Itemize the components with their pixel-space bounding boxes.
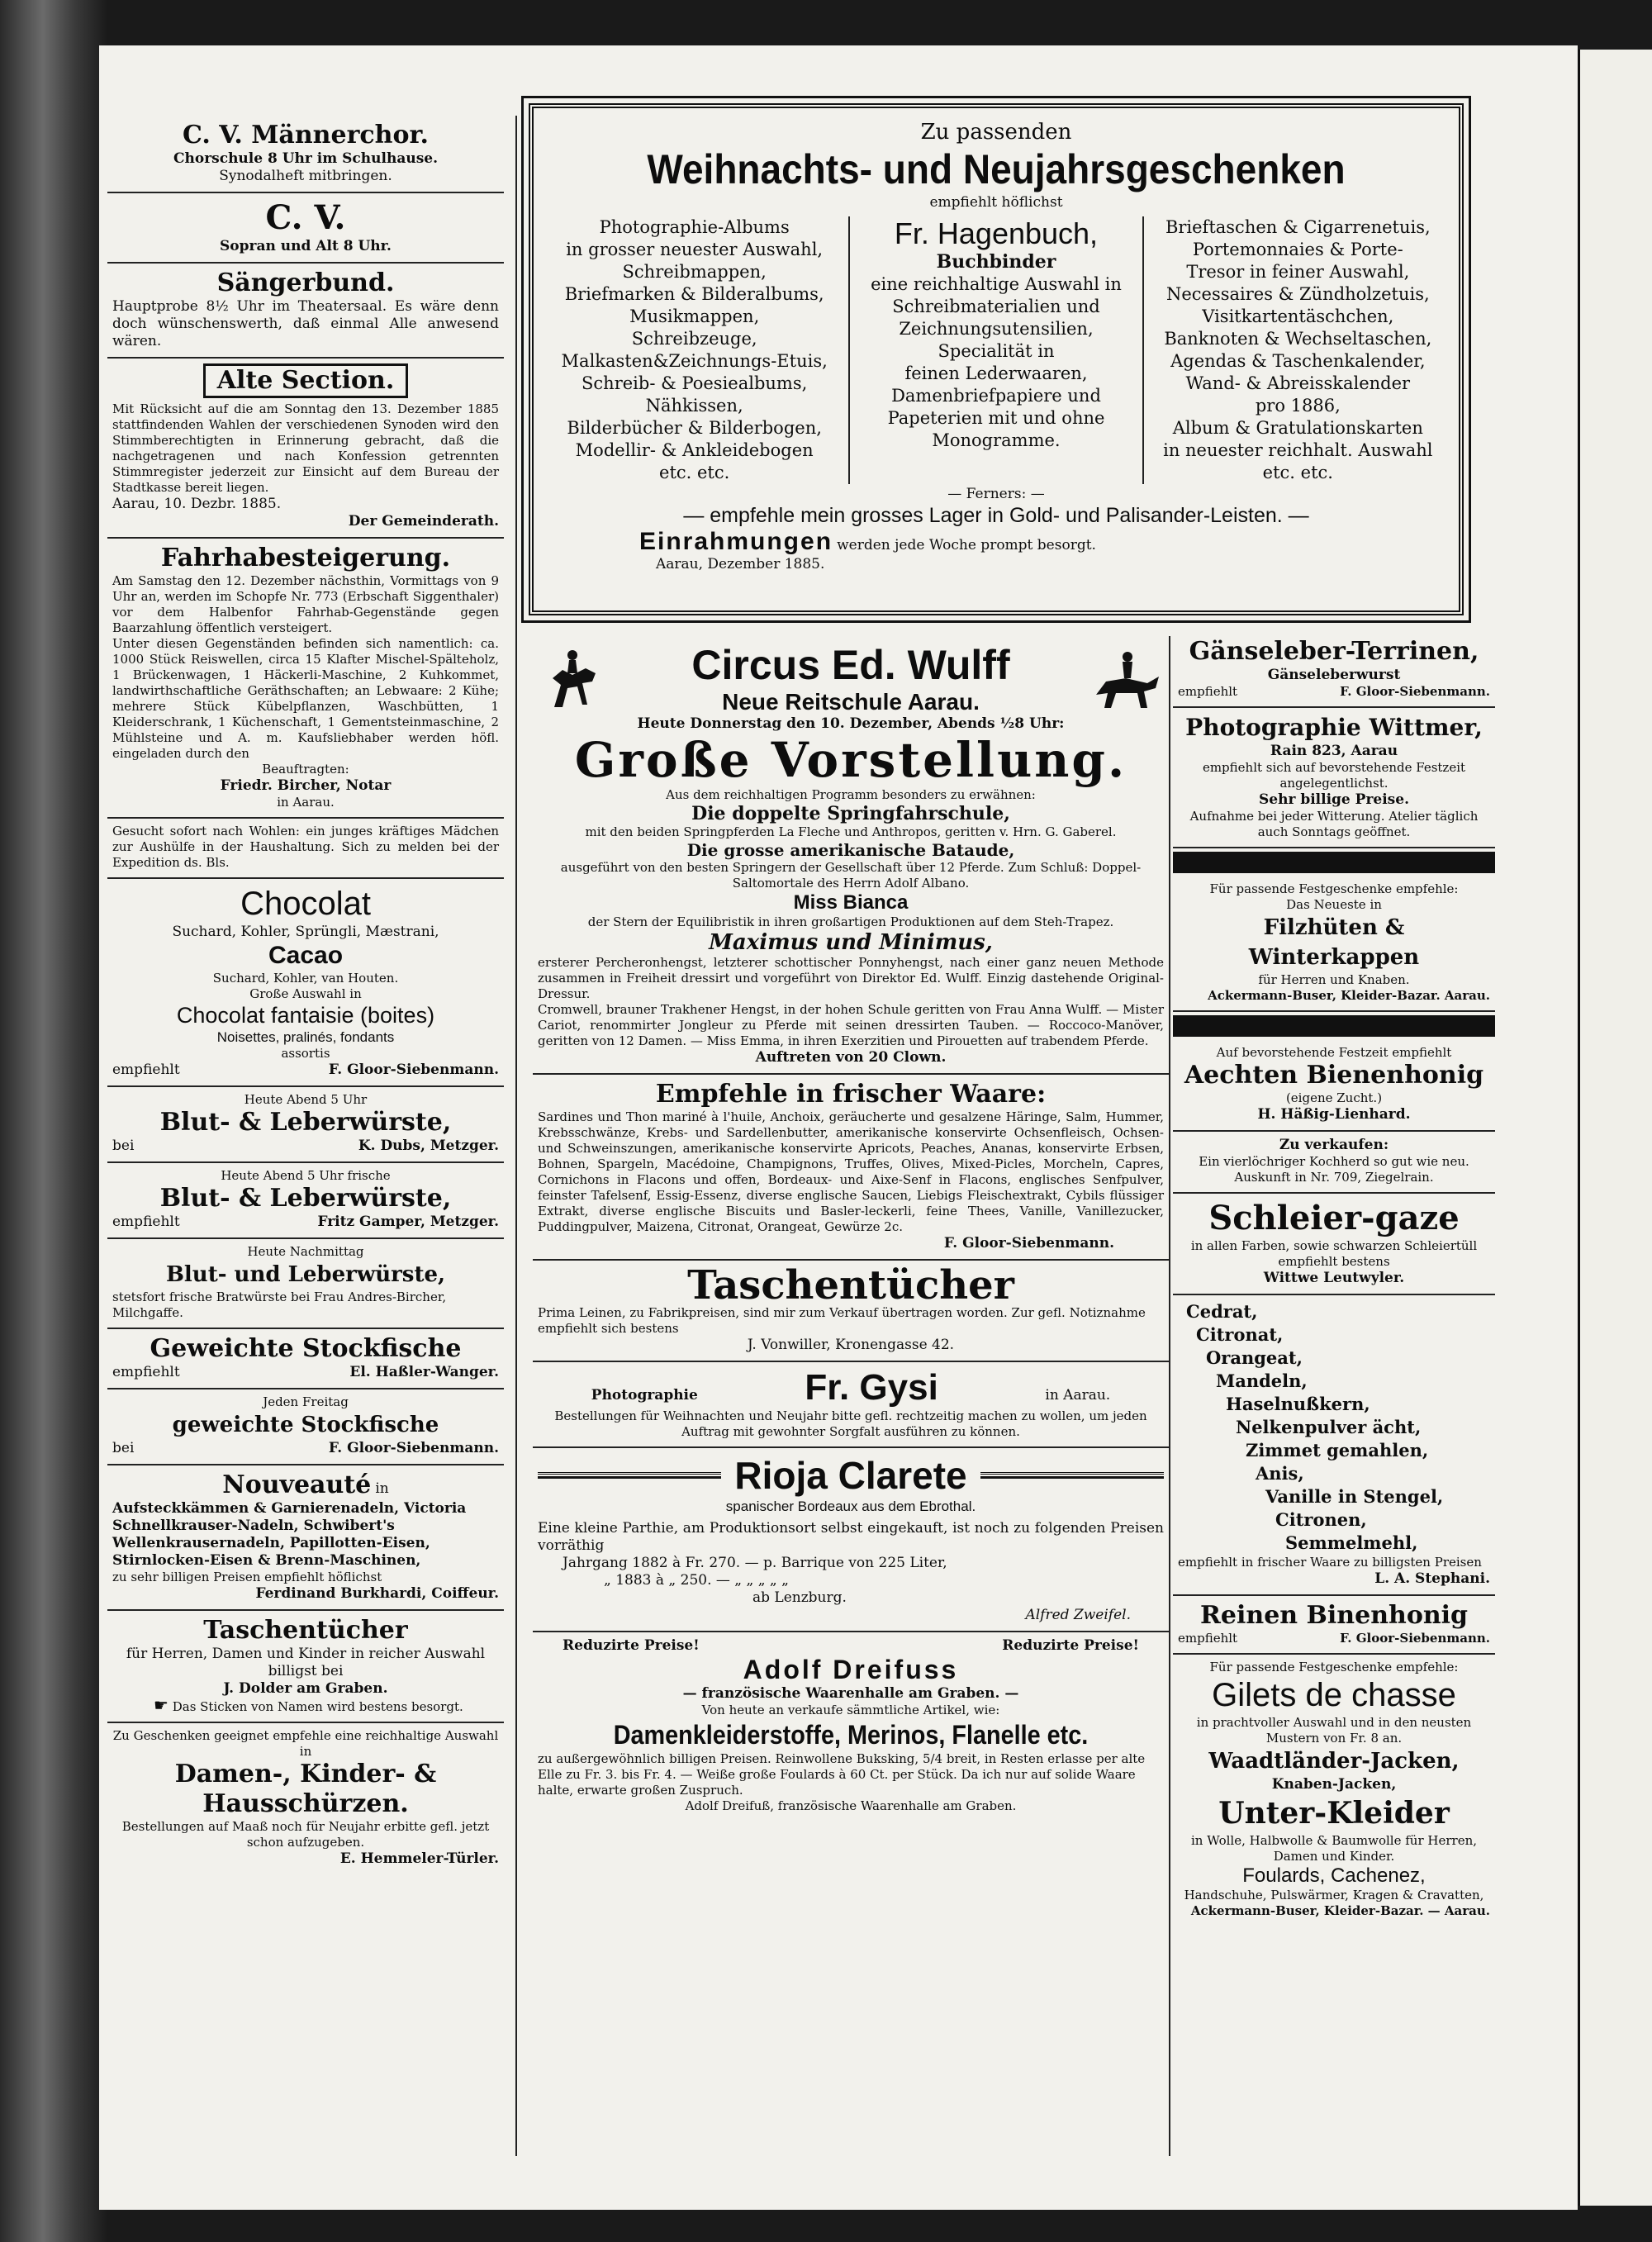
chocolat-sign: F. Gloor-Siebenmann. — [328, 1062, 499, 1078]
weihnachten-right-list — [1152, 216, 1444, 484]
ad-vonwiller — [533, 1261, 1169, 1362]
gysi-text: Bestellungen für Weihnachten und Neujahr bitte gefl. rechtzeitig machen zu wollen, um jeden Auftrag mit gewohnter Sorgfalt ausführen zu können. — [554, 1408, 1147, 1439]
weihnachten-center — [848, 216, 1143, 484]
schuerzen-text: Bestellungen auf Maaß noch für Neujahr erbitte gefl. jetzt schon aufzugeben. — [121, 1819, 490, 1850]
binenhonig-emp: empfiehlt — [1178, 1631, 1238, 1646]
honig-pre: Auf bevorstehende Festzeit empfiehlt — [1216, 1045, 1452, 1060]
filz-sub: für Herren und Knaben. — [1258, 972, 1410, 987]
gilets-foulards: Foulards, Cachenez, — [1242, 1864, 1426, 1887]
gesucht-text: Gesucht sofort nach Wohlen: ein junges kräftiges Mädchen zur Aushülfe in der Haushaltung. Sich zu melden bei der Expedition ds. Bls. — [112, 824, 499, 870]
waare-title: Empfehle in frischer Waare: — [655, 1080, 1047, 1109]
circus-act: Die doppelte Springfahrschule, — [691, 803, 1010, 824]
horse-rider-icon — [538, 645, 612, 711]
stockfische-bei: bei — [112, 1440, 135, 1456]
chocolat-line: Suchard, Kohler, van Houten. — [212, 971, 399, 986]
fahrhabe-sign: Beauftragten: — [262, 762, 349, 777]
column-rule-right — [1169, 636, 1170, 2156]
weihnachten-date: Aarau, Dezember 1885. — [656, 556, 825, 572]
maennerchor-line: Chorschule 8 Uhr im Schulhause. — [173, 150, 439, 167]
stephani-item: Zimmet gemahlen, — [1246, 1440, 1429, 1461]
dreifuss-title: Adolf Dreifuss — [743, 1655, 959, 1684]
blutwurst-bei: bei — [112, 1138, 135, 1154]
ad-weihnachten-hagenbuch — [529, 103, 1464, 615]
weihnachten-item: Malkasten&Zeichnungs-Etuis, — [561, 351, 828, 371]
ad-cv — [107, 193, 504, 264]
circus-act-text: Cromwell, brauner Trakhener Hengst, in der hohen Schule geritten von Frau Anna Wulff. — Mister Cariot, renommirter Jongleur zu Pferde mit seinen dressirten Tauben. — Roccoco-Manöver, geritten von 12 Damen. — Miss Emma, in ihren Exerzitien und Pirouetten auf trabendem Pferde. — [538, 1002, 1164, 1048]
ad-blutwurst-dubs — [107, 1087, 504, 1163]
circus-main: Große Vorstellung. — [574, 732, 1127, 788]
binenhonig-title: Reinen Binenhonig — [1199, 1601, 1469, 1630]
weihnachten-item: Specialität in — [938, 341, 1055, 361]
weihnachten-item: Briefmarken & Bilderalbums, — [564, 284, 824, 304]
ad-chocolat — [107, 879, 504, 1087]
weihnachten-left-list — [548, 216, 840, 484]
rioja-line: Jahrgang 1882 à Fr. 270. — p. Barrique von 225 Liter, — [563, 1555, 947, 1571]
gysi-label: Photographie — [591, 1387, 698, 1404]
gaenseleber-emp: empfiehlt — [1178, 684, 1238, 699]
chocolat-line: Große Auswahl in — [249, 986, 362, 1001]
dreifuss-sub: — französische Waarenhalle am Graben. — — [682, 1685, 1019, 1702]
wittmer-price: Sehr billige Preise. — [1259, 791, 1409, 808]
column-rule-left — [515, 116, 517, 2156]
weihnachten-item: Bilderbücher & Bilderbogen, — [567, 418, 822, 438]
weihnachten-item: Schreibmappen, — [622, 262, 767, 282]
blutwurst-pre: Heute Abend 5 Uhr — [244, 1092, 368, 1107]
ad-wittmer — [1173, 708, 1495, 848]
weihnachten-item: Album & Gratulationskarten — [1172, 418, 1423, 438]
stephani-item: Haselnußkern, — [1226, 1394, 1370, 1414]
stockfische-title: geweichte Stockfische — [172, 1413, 439, 1437]
ad-nouveaute — [107, 1465, 504, 1611]
wittmer-text: Aufnahme bei jeder Witterung. Atelier täglich auch Sonntags geöffnet. — [1189, 809, 1479, 839]
schuerzen-title: Damen-, Kinder- & — [174, 1760, 437, 1788]
ad-gysi — [533, 1362, 1169, 1448]
weihnachten-item: Schreib- & Poesiealbums, — [582, 373, 808, 393]
kochherd-text: Ein vierlöchriger Kochherd so gut wie neu. Auskunft in Nr. 709, Ziegelrain. — [1199, 1154, 1469, 1185]
middle-column — [533, 636, 1169, 2148]
alte-section-sign: Der Gemeinderath. — [348, 513, 499, 530]
weihnachten-item: Brieftaschen & Cigarrenetuis, — [1165, 217, 1431, 237]
circus-title: Circus Ed. Wulff — [691, 642, 1010, 688]
blutwurst-title: Blut- & Leberwürste, — [159, 1108, 452, 1137]
dreifuss-reduced: Reduzirte Preise! — [563, 1637, 700, 1654]
dreifuss-text: zu außergewöhnlich billigen Preisen. Reinwollene Buksking, 5/4 breit, in Resten erlasse per alte Elle zu Fr. 3. bis Fr. 4. — Weiße große Foulards à 60 Ct. per Stück. Da ich nur auf solide Waare halte, erwarte großen Zuspruch. — [538, 1751, 1146, 1798]
weihnachten-item: eine reichhaltige Auswahl in — [871, 274, 1122, 294]
chocolat-empf: empfiehlt — [112, 1062, 180, 1078]
weihnachten-item: Damenbriefpapiere und — [891, 386, 1101, 406]
weihnachten-item: etc. etc. — [1262, 463, 1333, 482]
fahrhabe-text: Am Samstag den 12. Dezember nächsthin, Vormittags von 9 Uhr an, werden im Schopfe Nr. 773 (Erbschaft Siggenthaler) vor dem Halbenfor Fahrhab-Gegenstände gegen Baarzahlung öffentlich versteigert. — [112, 573, 499, 635]
waare-sign: F. Gloor-Siebenmann. — [943, 1235, 1114, 1252]
nouveaute-sign: Ferdinand Burkhardi, Coiffeur. — [255, 1585, 499, 1602]
dreifuss-sign: Adolf Dreifuß, französische Waarenhalle am Graben. — [685, 1798, 1017, 1813]
ad-kochherd — [1173, 1132, 1495, 1194]
stephani-text: empfiehlt in frischer Waare zu billigsten Preisen — [1178, 1555, 1482, 1570]
schleier-title: Schleier-gaze — [1208, 1199, 1460, 1237]
blutwurst-pre: Heute Nachmittag — [247, 1244, 364, 1259]
circus-sub: Neue Reitschule Aarau. — [722, 689, 980, 715]
stephani-item: Vanille in Stengel, — [1265, 1486, 1444, 1507]
ad-circus-wulff — [533, 636, 1169, 1075]
blutwurst-title: Blut- & Leberwürste, — [159, 1184, 452, 1213]
stephani-item: Citronat, — [1196, 1324, 1284, 1345]
stockfische-title: Geweichte Stockfische — [150, 1334, 462, 1363]
stephani-item: Orangeat, — [1206, 1347, 1303, 1368]
filz-pre: Das Neueste in — [1286, 897, 1382, 912]
rioja-sign: Alfred Zweifel. — [1025, 1607, 1131, 1623]
taschentuecher-sign: J. Dolder am Graben. — [223, 1680, 388, 1697]
gilets-title: Gilets de chasse — [1212, 1677, 1456, 1713]
weihnachten-item: in grosser neuester Auswahl, — [566, 240, 824, 259]
ad-gaenseleber — [1173, 632, 1495, 708]
clown-horse-icon — [1089, 645, 1164, 711]
saengerbund-text: Hauptprobe 8½ Uhr im Theatersaal. Es wäre denn doch wünschenswerth, daß einmal Alle anwesend wären. — [112, 298, 499, 349]
honig-title: Aechten Bienenhonig — [1184, 1061, 1484, 1090]
weihnachten-item: Visitkartentäschchen, — [1202, 306, 1394, 326]
weihnachten-item: Papeterien mit und ohne — [887, 408, 1105, 428]
ad-filzhueten — [1173, 876, 1495, 1012]
circus-act-text: ersterer Percheronhengst, letzterer schottischer Ponnyhengst, nach einer ganz neuen Methode zusammen in Freiheit dressirt und vorgeführt von Direktor Ed. Wulff. Einzig dastehende Original-Dressur. — [538, 955, 1164, 1001]
alte-section-title: Alte Section. — [203, 363, 409, 398]
ad-gesucht — [107, 819, 504, 879]
book-spine-edge — [0, 0, 107, 2242]
ad-maennerchor — [107, 116, 504, 193]
circus-intro: Aus dem reichhaltigen Programm besonders zu erwähnen: — [666, 787, 1036, 802]
weihnachten-item: Modellir- & Ankleidebogen — [575, 440, 814, 460]
gysi-place: in Aarau. — [1045, 1387, 1111, 1404]
ad-dreifuss — [533, 1632, 1169, 1821]
cv-line: Sopran und Alt 8 Uhr. — [220, 238, 392, 254]
ad-stephani — [1173, 1295, 1495, 1596]
alte-section-date: Aarau, 10. Dezbr. 1885. — [112, 496, 282, 512]
fahrhabe-title: Fahrhabesteigerung. — [160, 544, 451, 572]
weihnachten-item: Banknoten & Wechseltaschen, — [1164, 329, 1432, 349]
dreifuss-intro: Von heute an verkaufe sämmtliche Artikel, wie: — [701, 1703, 1000, 1717]
weihnachten-item: pro 1886, — [1255, 396, 1341, 416]
fahrhabe-sign: in Aarau. — [277, 795, 335, 810]
stephani-item: Nelkenpulver ächt, — [1236, 1417, 1422, 1437]
gaenseleber-sign: F. Gloor-Siebenmann. — [1340, 684, 1490, 699]
blutwurst-emp: empfiehlt — [112, 1214, 180, 1230]
weihnachten-lager: — empfehle mein grosses Lager in Gold- und Palisander-Leisten. — — [683, 504, 1309, 527]
ad-blutwurst-andres — [107, 1239, 504, 1329]
circus-act: Miss Bianca — [793, 891, 909, 914]
ad-stockfische-hassler — [107, 1329, 504, 1389]
weihnachten-item: Agendas & Taschenkalender, — [1170, 351, 1426, 371]
stockfische-sign: El. Haßler-Wanger. — [349, 1364, 499, 1380]
cacao-title: Cacao — [268, 942, 344, 969]
weihnachten-item: Nähkissen, — [645, 396, 743, 416]
ad-binenhonig — [1173, 1596, 1495, 1655]
right-column — [1173, 632, 1495, 2152]
rioja-text: Eine kleine Parthie, am Produktionsort selbst eingekauft, ist noch zu folgenden Preisen vorräthig — [538, 1520, 1164, 1554]
weihnachten-ferners: — Ferners: — — [947, 486, 1045, 502]
black-bar — [1173, 1015, 1495, 1037]
stephani-item: Citronen, — [1275, 1509, 1367, 1530]
circus-act: Maximus und Minimus, — [709, 930, 993, 955]
chocolat-line: Suchard, Kohler, Sprüngli, Mæstrani, — [172, 924, 439, 940]
gilets-knaben: Knaben-Jacken, — [1271, 1776, 1397, 1793]
stephani-item: Mandeln, — [1216, 1370, 1308, 1391]
blutwurst-text: stetsfort frische Bratwürste bei Frau Andres-Bircher, Milchgaffe. — [112, 1290, 447, 1320]
gilets-text: in prachtvoller Auswahl und in den neusten Mustern von Fr. 8 an. — [1196, 1715, 1472, 1746]
black-bar — [1173, 852, 1495, 873]
rioja-sub: spanischer Bordeaux aus dem Ebrothal. — [725, 1499, 976, 1514]
stephani-item: Cedrat, — [1186, 1301, 1258, 1322]
blutwurst-sign: K. Dubs, Metzger. — [358, 1138, 499, 1154]
taschentuecher-text: für Herren, Damen und Kinder in reicher Auswahl billigst bei — [126, 1646, 486, 1679]
dreifuss-big: Damenkleiderstoffe, Merinos, Flanelle etc. — [613, 1720, 1089, 1750]
gilets-unter-text: in Wolle, Halbwolle & Baumwolle für Herren, Damen und Kinder. — [1190, 1833, 1478, 1864]
weihnachten-item: Photographie-Albums — [599, 217, 790, 237]
nouveaute-small: zu sehr billigen Preisen empfiehlt höflichst — [112, 1570, 382, 1584]
gaenseleber-sub: Gänseleberwurst — [1267, 667, 1401, 683]
schleier-sign: Wittwe Leutwyler. — [1263, 1270, 1405, 1286]
stephani-item: Anis, — [1256, 1463, 1304, 1484]
blutwurst-sign: Fritz Gamper, Metzger. — [317, 1214, 499, 1230]
honig-sub: (eigene Zucht.) — [1285, 1090, 1383, 1105]
nouveaute-title: Nouveauté — [222, 1470, 372, 1499]
maennerchor-line: Synodalheft mitbringen. — [219, 168, 392, 184]
hagenbuch-trade: Buchbinder — [936, 251, 1056, 273]
weihnachten-item: Necessaires & Zündholzetuis, — [1165, 284, 1430, 304]
weihnachten-item: Zeichnungsutensilien, — [899, 319, 1094, 339]
rioja-line: ab Lenzburg. — [752, 1589, 847, 1606]
alte-section-text: Mit Rücksicht auf die am Sonntag den 13. Dezember 1885 stattfindenden Wahlen der verschiedenen Synoden wird den Stimmberechtigten in Erinnerung gebracht, daß die nachgetragenen und nach Konfession getrennten Stimmregister jederzeit zur Einsicht auf dem Bureau der Stadtkasse bereit liegen. — [112, 401, 499, 495]
ad-alte-section — [107, 359, 504, 539]
vonwiller-text: Prima Leinen, zu Fabrikpreisen, sind mir zum Verkauf übertragen worden. Zur gefl. Notiznahme empfiehlt sich bestens — [538, 1305, 1146, 1336]
circus-act-text: der Stern der Equilibristik in ihren großartigen Produktionen auf dem Steh-Trapez. — [587, 914, 1114, 929]
left-column — [107, 116, 504, 2164]
gilets-sign: Ackermann-Buser, Kleider-Bazar. — Aarau. — [1190, 1903, 1490, 1918]
weihnachten-item: etc. etc. — [659, 463, 730, 482]
gilets-unter: Unter-Kleider — [1218, 1796, 1450, 1831]
weihnachten-item: Musikmappen, — [629, 306, 760, 326]
blutwurst-pre: Heute Abend 5 Uhr frische — [221, 1168, 391, 1183]
chocolat-title: Chocolat — [240, 886, 371, 922]
blutwurst-title: Blut- und Leberwürste, — [165, 1262, 446, 1287]
kochherd-title: Zu verkaufen: — [1279, 1137, 1389, 1153]
wittmer-addr: Rain 823, Aarau — [1270, 743, 1398, 759]
ad-gloor-waare — [533, 1075, 1169, 1261]
circus-act: Die grosse amerikanische Bataude, — [686, 840, 1015, 860]
chocolat-line: assortis — [281, 1046, 330, 1061]
hagenbuch-name: Fr. Hagenbuch, — [894, 216, 1099, 250]
weihnachten-sub: empfiehlt höflichst — [929, 194, 1063, 211]
ad-saengerbund — [107, 264, 504, 359]
adjacent-page-edge — [1574, 50, 1652, 2206]
weihnachten-item: Schreibmaterialien und — [892, 297, 1100, 316]
stephani-sign: L. A. Stephani. — [1374, 1570, 1490, 1587]
maennerchor-title: C. V. Männerchor. — [183, 121, 429, 150]
schleier-text: in allen Farben, sowie schwarzen Schleiertüll empfiehlt bestens — [1190, 1238, 1478, 1269]
ad-schuerzen — [107, 1723, 504, 1874]
fahrhabe-sign: Friedr. Bircher, Notar — [220, 777, 392, 794]
nouveaute-in: in — [375, 1480, 389, 1497]
saengerbund-title: Sängerbund. — [216, 268, 395, 297]
circus-act-text: mit den beiden Springpferden La Fleche und Anthropos, geritten v. Hrn. G. Gaberel. — [585, 824, 1117, 839]
weihnachten-item: Wand- & Abreisskalender — [1185, 373, 1411, 393]
filz-title: Filzhüten & Winterkappen — [1248, 915, 1420, 970]
gysi-name: Fr. Gysi — [805, 1367, 938, 1408]
rioja-title: Rioja Clarete — [734, 1454, 967, 1497]
filz-sign: Ackermann-Buser, Kleider-Bazar. Aarau. — [1208, 988, 1490, 1003]
ad-blutwurst-gamper — [107, 1163, 504, 1239]
ad-gilets — [1173, 1655, 1495, 1926]
fahrhabe-text: Unter diesen Gegenständen befinden sich namentlich: ca. 1000 Stück Reiswellen, circa 15 Klafter Mischel-Spälteholz, 1 Brückenwagen, 1 Häckerli-Maschine, 2 Kuhkommet, landwirthschaftliche Geräthschaften; an Lebwaare: 2 Kühe; mehrere Stück Kübelpflanzen, Waschbütten, 1 Kleiderschrank, 1 Küchenschaft, 1 Gementsteinmaschine, 2 Mühlsteine und A. m. Kaufsliebhaber werden höfl. eingeladen durch den — [112, 636, 499, 761]
gilets-foulards-text: Handschuhe, Pulswärmer, Kragen & Cravatten, — [1184, 1888, 1484, 1902]
stephani-item: Semmelmehl, — [1285, 1532, 1418, 1553]
ad-fahrhabesteigerung — [107, 539, 504, 819]
wittmer-title: Photographie Wittmer, — [1185, 714, 1483, 741]
einrahmungen-text: werden jede Woche prompt besorgt. — [837, 537, 1096, 553]
circus-act-text: ausgeführt von den besten Springern der Gesellschaft über 12 Pferde. Zum Schluß: Doppel-Saltomortale des Herrn Adolf Albano. — [560, 860, 1142, 891]
weihnachten-item: Schreibzeuge, — [631, 329, 757, 349]
gilets-waadt: Waadtländer-Jacken, — [1208, 1749, 1460, 1774]
circus-when: Heute Donnerstag den 10. Dezember, Abends ½8 Uhr: — [637, 715, 1065, 732]
chocolat-line: Noisettes, pralinés, fondants — [216, 1029, 395, 1045]
weihnachten-item: Portemonnaies & Porte- — [1192, 240, 1403, 259]
ad-schleiergaze — [1173, 1194, 1495, 1295]
ad-rioja — [533, 1448, 1169, 1632]
weihnachten-item: Monogramme. — [932, 430, 1061, 450]
vonwiller-title: Taschentücher — [687, 1262, 1014, 1309]
dreifuss-reduced: Reduzirte Preise! — [1002, 1637, 1139, 1654]
cv-title: C. V. — [265, 198, 346, 237]
einrahmungen: Einrahmungen — [639, 528, 833, 555]
rioja-line: „ 1883 à „ 250. — „ „ „ „ „ — [604, 1572, 789, 1589]
ad-stockfische-gloor — [107, 1389, 504, 1465]
gilets-pre: Für passende Festgeschenke empfehle: — [1209, 1660, 1459, 1674]
weihnachten-item: Tresor in feiner Auswahl, — [1186, 262, 1410, 282]
filz-pre: Für passende Festgeschenke empfehle: — [1209, 881, 1459, 896]
ad-taschentuecher-dolder — [107, 1611, 504, 1723]
chocolat-fantaisie: Chocolat fantaisie (boites) — [176, 1003, 435, 1028]
weihnachten-mid-list — [850, 273, 1142, 452]
schuerzen-sign: E. Hemmeler-Türler. — [339, 1850, 499, 1867]
weihnachten-top: Zu passenden — [920, 120, 1072, 145]
stockfische-sign: F. Gloor-Siebenmann. — [328, 1440, 499, 1456]
stephani-list — [1178, 1300, 1490, 1555]
circus-act: Auftreten von 20 Clown. — [755, 1049, 947, 1066]
stockfische-pre: Jeden Freitag — [263, 1394, 349, 1409]
binenhonig-sign: F. Gloor-Siebenmann. — [1340, 1631, 1490, 1646]
weihnachten-item: feinen Lederwaaren, — [904, 363, 1088, 383]
nouveaute-text: Aufsteckkämmen & Garnierenadeln, Victoria Schnellkrauser-Nadeln, Schwibert's Wellenkrausernadeln, Papillotten-Eisen, Stirnlocken-Eisen & Brenn-Maschinen, — [112, 1500, 467, 1569]
taschentuecher-title: Taschentücher — [203, 1616, 408, 1645]
weihnachten-item: in neuester reichhalt. Auswahl — [1163, 440, 1433, 460]
pointing-hand-icon: ☛ — [154, 1695, 169, 1715]
wittmer-text: empfiehlt sich auf bevorstehende Festzeit angelegentlichst. — [1202, 760, 1466, 791]
weihnachten-title: Weihnachts- und Neujahrsgeschenken — [647, 146, 1346, 192]
stockfische-emp: empfiehlt — [112, 1364, 180, 1380]
vonwiller-sign: J. Vonwiller, Kronengasse 42. — [747, 1337, 955, 1353]
schuerzen-title: Hausschürzen. — [202, 1789, 409, 1818]
taschentuecher-note: Das Sticken von Namen wird bestens besorgt. — [172, 1699, 463, 1714]
gaenseleber-title: Gänseleber-Terrinen, — [1189, 637, 1479, 666]
ad-bienenhonig — [1173, 1040, 1495, 1132]
schuerzen-pre: Zu Geschenken geeignet empfehle eine reichhaltige Auswahl in — [112, 1728, 499, 1759]
honig-sign: H. Häßig-Lienhard. — [1257, 1106, 1411, 1123]
waare-text: Sardines und Thon mariné à l'huile, Anchoix, geräucherte und gesalzene Häringe, Salm, Hummer, Krebsschwänze, Krebs- und Sardellenbutter, amerikanische konservirte Ochsenfleisch, Ochsen- und Schweinszungen, amerikanische konservirte Apricots, Peaches, Ananas, konservirte Erbsen, Bohnen, Spargeln, Macédoine, Champignons, Truffes, Olives, Mixed-Picles, Morcheln, Capres, Cornichons in Flacons und offen, Bordeaux- und Aixe-Senf in Flacons, englisches Senfpulver, feinster Tafelsenf, Essig-Essenz, diverse englische Saucen, Liebigs Fleischextrakt, Cybils flüssiger Extrakt, diverse englische Biscuits und Basler-leckerli, feine Thees, Vanille, Vanillezucker, Puddingpulver, Maizena, Citronat, Orangeat, Gewürze 2c. — [538, 1109, 1164, 1234]
